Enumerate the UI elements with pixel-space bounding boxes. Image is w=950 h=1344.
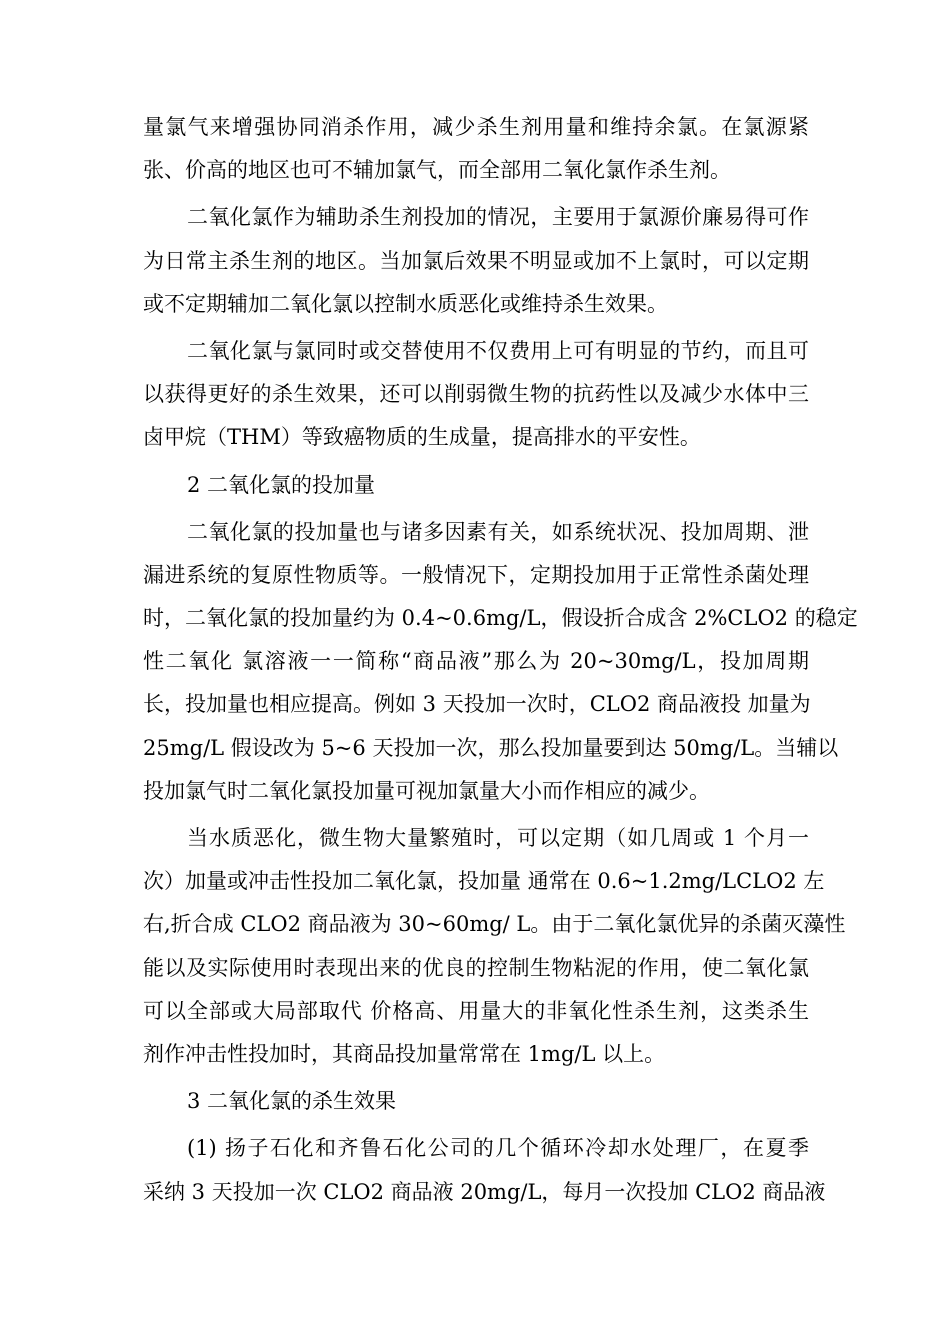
- text-line: 3 二氧化氯的杀生效果: [187, 1089, 397, 1114]
- text-line: 剂作冲击性投加时，其商品投加量常常在 1mg/L 以上。: [143, 1041, 666, 1066]
- paragraph: [143, 330, 809, 460]
- text-line: 量氯气来增强协同消杀作用，减少杀生剂用量和维持余氯。在氯源紧: [143, 115, 809, 139]
- text-line: 能以及实际使用时表现出来的优良的控制生物粘泥的作用，使二氧化氯: [143, 955, 809, 980]
- text-line: 25mg/L 假设改为 5~6 天投加一次，那么投加量要到达 50mg/L。当辅以: [143, 735, 839, 760]
- text-line: 漏进系统的复原性物质等。一般情况下，定期投加用于正常性杀菌处理: [143, 562, 809, 587]
- text-line: 为日常主杀生剂的地区。当加氯后效果不明显或加不上氯时，可以定期: [143, 248, 809, 273]
- text-line: 2 二氧化氯的投加量: [187, 472, 376, 497]
- paragraph: [143, 196, 809, 326]
- text-line: 性二氧化 氯溶液一一简称“商品液”那么为 20~30mg/L，投加周期: [143, 649, 809, 674]
- paragraph: [143, 1127, 826, 1213]
- text-line: 二氧化氯的投加量也与诸多因素有关，如系统状况、投加周期、泄: [187, 519, 809, 544]
- text-line: (1) 扬子石化和齐鲁石化公司的几个循环冷却水处理厂，在夏季: [187, 1136, 809, 1161]
- text-line: 可以全部或大局部取代 价格高、用量大的非氧化性杀生剂，这类杀生: [143, 998, 809, 1023]
- text-line: 采纳 3 天投加一次 CLO2 商品液 20mg/L，每月一次投加 CLO2 商品液: [143, 1179, 826, 1204]
- text-line: 次）加量或冲击性投加二氧化氯，投加量 通常在 0.6~1.2mg/LCLO2 左: [143, 869, 825, 894]
- text-line: 时，二氧化氯的投加量约为 0.4~0.6mg/L，假设折合成含 2%CLO2 的稳定: [143, 606, 858, 631]
- paragraph: [143, 106, 809, 192]
- text-line: 二氧化氯与氯同时或交替使用不仅费用上可有明显的节约，而且可: [187, 338, 809, 363]
- text-line: 以获得更好的杀生效果，还可以削弱微生物的抗药性以及减少水体中三: [143, 382, 809, 407]
- text-line: 或不定期辅加二氧化氯以控制水质恶化或维持杀生效果。: [143, 291, 668, 316]
- document-page: [143, 106, 858, 1214]
- text-line: 卤甲烷（THM）等致癌物质的生成量，提高排水的平安性。: [143, 425, 701, 450]
- text-line: 二氧化氯作为辅助杀生剂投加的情况，主要用于氯源价廉易得可作: [187, 205, 809, 230]
- paragraph: [143, 511, 858, 813]
- section-heading: [143, 464, 809, 507]
- text-line: 当水质恶化，微生物大量繁殖时，可以定期（如几周或 1 个月一: [187, 826, 809, 850]
- text-line: 右,折合成 CLO2 商品液为 30~60mg/ L。由于二氧化氯优异的杀菌灭藻性: [143, 912, 846, 937]
- text-line: 投加氯气时二氧化氯投加量可视加氯量大小而作相应的减少。: [143, 778, 710, 803]
- section-heading: [143, 1080, 809, 1123]
- text-line: 长，投加量也相应提高。例如 3 天投加一次时，CLO2 商品液投 加量为: [143, 692, 811, 717]
- paragraph: [143, 817, 846, 1076]
- text-line: 张、价高的地区也可不辅加氯气，而全部用二氧化氯作杀生剂。: [143, 158, 731, 183]
